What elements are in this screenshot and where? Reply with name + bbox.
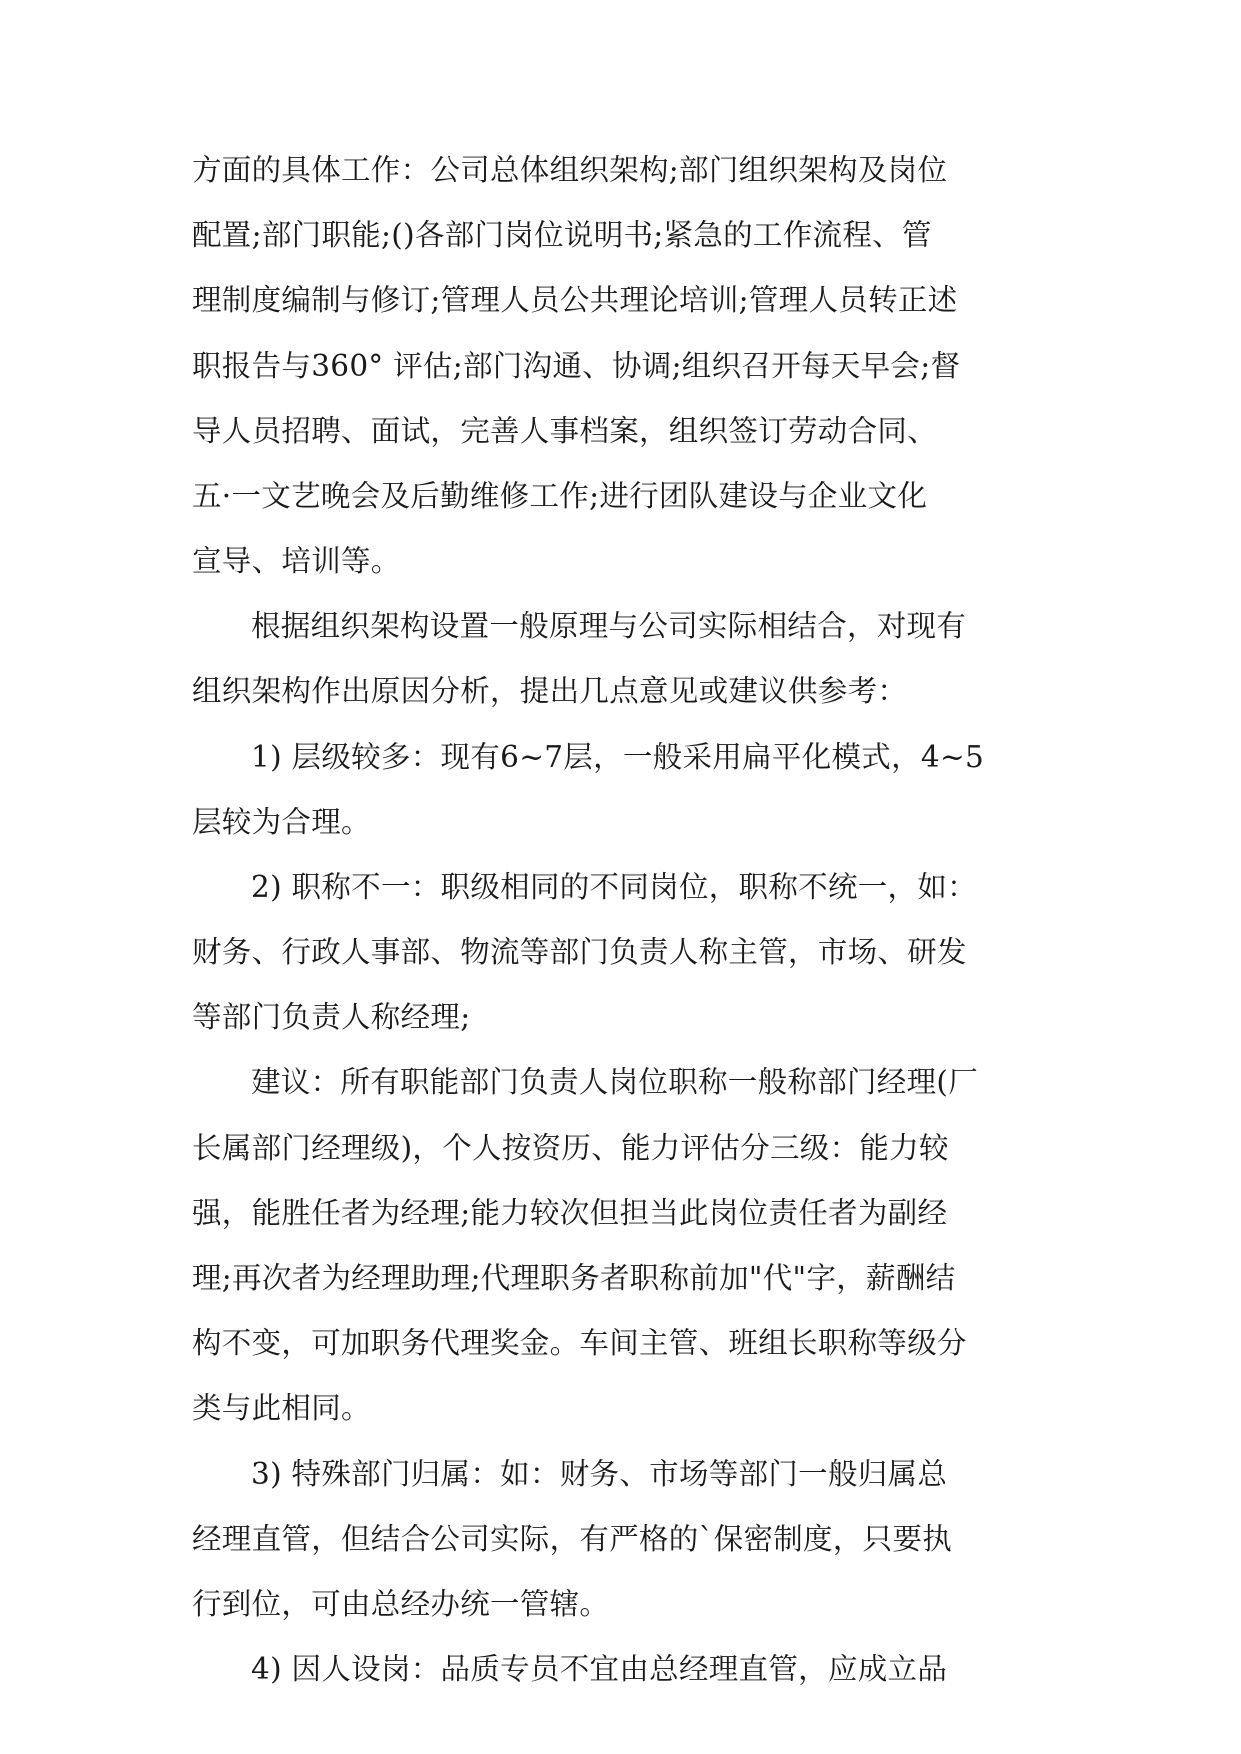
body-text-line: 五·一文艺晚会及后勤维修工作;进行团队建设与企业文化 <box>192 479 928 513</box>
body-text-line: 类与此相同。 <box>192 1391 371 1425</box>
list-item-2: 2) 职称不一：职级相同的不同岗位，职称不统一，如： <box>251 870 977 904</box>
body-text-line: 财务、行政人事部、物流等部门负责人称主管，市场、研发 <box>192 935 967 969</box>
body-text-line: 行到位，可由总经办统一管辖。 <box>192 1587 610 1621</box>
body-text-line: 层较为合理。 <box>192 805 371 839</box>
body-text-line: 组织架构作出原因分析，提出几点意见或建议供参考： <box>192 674 908 708</box>
body-text-line: 理;再次者为经理助理;代理职务者职称前加"代"字，薪酬结 <box>192 1261 956 1295</box>
list-item-3: 3) 特殊部门归属：如：财务、市场等部门一般归属总 <box>251 1457 948 1491</box>
body-text-line: 理制度编制与修订;管理人员公共理论培训;管理人员转正述 <box>192 283 958 317</box>
body-text-line: 方面的具体工作：公司总体组织架构;部门组织架构及岗位 <box>192 153 948 187</box>
body-text-line: 长属部门经理级)，个人按资历、能力评估分三级：能力较 <box>192 1131 949 1165</box>
body-text-line: 宣导、培训等。 <box>192 544 401 578</box>
body-text-line: 经理直管，但结合公司实际，有严格的`保密制度，只要执 <box>192 1522 953 1556</box>
body-text-line: 职报告与360° 评估;部门沟通、协调;组织召开每天早会;督 <box>192 349 961 383</box>
paragraph-first-line: 根据组织架构设置一般原理与公司实际相结合，对现有 <box>251 609 967 643</box>
body-text-line: 等部门负责人称经理; <box>192 1000 471 1034</box>
body-text-line: 强，能胜任者为经理;能力较次但担当此岗位责任者为副经 <box>192 1196 948 1230</box>
body-text-line: 配置;部门职能;()各部门岗位说明书;紧急的工作流程、管 <box>192 218 932 252</box>
body-text-line: 导人员招聘、面试，完善人事档案，组织签订劳动合同、 <box>192 414 938 448</box>
body-text-line: 构不变，可加职务代理奖金。车间主管、班组长职称等级分 <box>192 1326 967 1360</box>
list-item-4: 4) 因人设岗：品质专员不宜由总经理直管，应成立品 <box>251 1652 948 1686</box>
list-item-1: 1) 层级较多：现有6~7层，一般采用扁平化模式，4~5 <box>251 740 985 774</box>
suggestion-paragraph: 建议：所有职能部门负责人岗位职称一般称部门经理(厂 <box>251 1065 979 1099</box>
